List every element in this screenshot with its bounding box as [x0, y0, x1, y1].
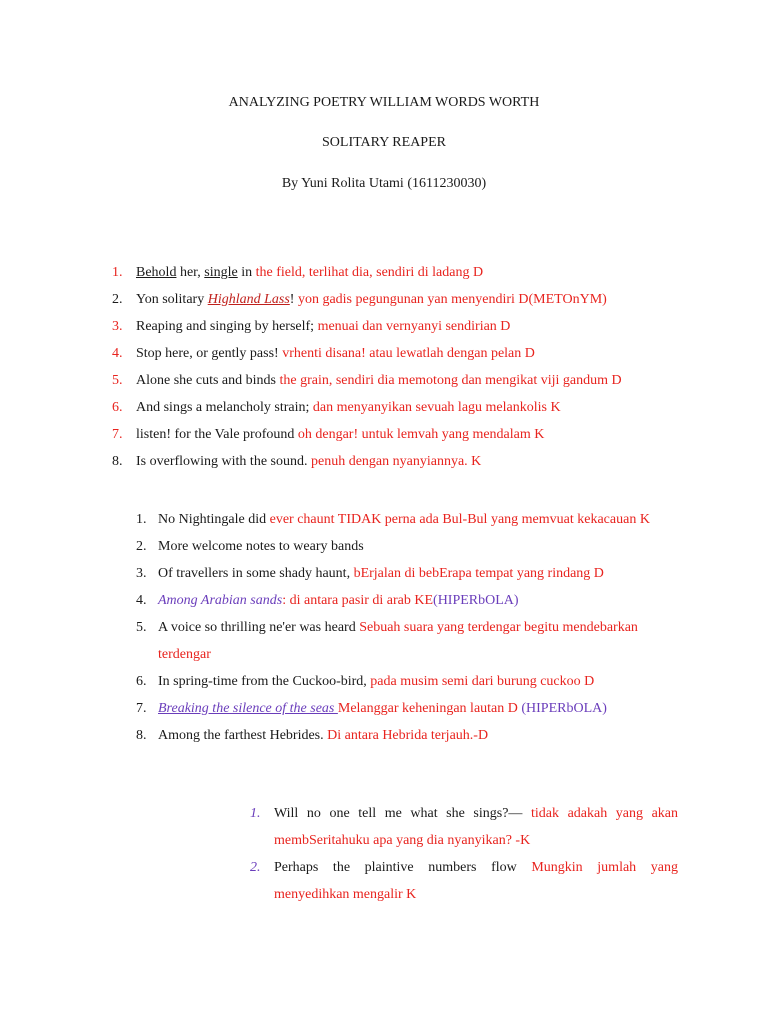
- stanza-2-list: [136, 506, 681, 749]
- figure-label: (HIPERbOLA): [433, 593, 519, 608]
- translation-text: the grain, sendiri dia memotong dan mengikat viji gandum D: [279, 373, 622, 388]
- item-number: 7.: [112, 427, 123, 442]
- translation-text: tidak adakah yang akan membSeritahuku apa yang dia nyanyikan? -K: [274, 806, 678, 848]
- translation-text: menuai dan vernyanyi sendirian D: [317, 319, 511, 334]
- list-item: [112, 372, 732, 399]
- poem-text: A voice so thrilling ne'er was heard: [158, 620, 360, 635]
- list-item: [250, 854, 678, 908]
- author-line: By Yuni Rolita Utami (1611230030): [281, 176, 487, 191]
- translation-text: oh dengar! untuk lemvah yang mendalam K: [297, 427, 545, 442]
- item-number: 3.: [112, 319, 123, 334]
- item-number: 8.: [112, 454, 123, 469]
- list-item: [112, 399, 732, 426]
- translation-text: the field: [255, 265, 302, 280]
- translation-text: Di antara Hebrida terjauh.-D: [327, 728, 489, 743]
- item-number: 6.: [112, 400, 123, 415]
- list-item: [112, 291, 732, 318]
- item-number: 2.: [136, 539, 147, 554]
- translation-text: yon gadis pegungunan yan menyendiri D(METOnYM): [297, 292, 607, 307]
- item-number: 5.: [136, 620, 147, 635]
- list-item: [112, 264, 732, 291]
- list-item: [136, 533, 681, 560]
- poem-word: single: [204, 265, 238, 280]
- poem-text: in: [237, 265, 256, 280]
- translation-text: dan menyanyikan sevuah lagu melankolis K: [312, 400, 561, 415]
- poem-text: Stop here, or gently pass!: [136, 346, 283, 361]
- poem-text: In spring-time from the Cuckoo-bird,: [158, 674, 371, 689]
- translation-text: bErjalan di bebErapa tempat yang rindang D: [353, 566, 604, 581]
- list-item: [136, 668, 681, 695]
- translation-text: : di antara pasir di arab KE: [282, 593, 434, 608]
- list-item: [136, 614, 681, 668]
- item-number: 6.: [136, 674, 147, 689]
- stanza-3-list: [250, 800, 678, 908]
- poem-word: Behold: [136, 265, 177, 280]
- poem-text: Yon solitary: [136, 292, 208, 307]
- poem-text: More welcome notes to weary bands: [158, 539, 364, 554]
- translation-text: , terlihat dia, sendiri di ladang D: [301, 265, 484, 280]
- item-number: 5.: [112, 373, 123, 388]
- list-item: [136, 506, 681, 533]
- translation-text: Sebuah suara yang terdengar begitu mendebarkan terdengar: [158, 620, 638, 662]
- poem-text: listen! for the Vale profound: [136, 427, 298, 442]
- list-item: [250, 800, 678, 854]
- translation-text: penuh dengan nyanyiannya. K: [310, 454, 482, 469]
- list-item: [136, 695, 681, 722]
- item-number: 7.: [136, 701, 147, 716]
- item-number: 1.: [250, 806, 261, 821]
- translation-text: Melanggar keheningan lautan D: [337, 701, 522, 716]
- figure-label: (HIPERbOLA): [521, 701, 607, 716]
- translation-text: vrhenti disana! atau lewatlah dengan pelan D: [282, 346, 535, 361]
- poem-text: her,: [176, 265, 205, 280]
- translation-text: ever chaunt TIDAK perna ada Bul-Bul yang memvuat kekacauan K: [269, 512, 650, 527]
- list-item: [136, 722, 681, 749]
- poem-text: Perhaps the plaintive numbers flow: [274, 860, 532, 875]
- figure-of-speech-phrase: Breaking the silence of the seas: [158, 701, 338, 716]
- item-number: 2.: [112, 292, 123, 307]
- item-number: 8.: [136, 728, 147, 743]
- figure-of-speech-phrase: Among Arabian sands: [158, 593, 283, 608]
- list-item: [112, 318, 732, 345]
- translation-text: Mungkin jumlah yang menyedihkan mengalir K: [274, 860, 678, 902]
- poem-text: Will no one tell me what she sings?—: [274, 806, 531, 821]
- poem-text: !: [289, 292, 298, 307]
- poem-text: Is overflowing with the sound.: [136, 454, 311, 469]
- item-number: 2.: [250, 860, 261, 875]
- poem-text: Reaping and singing by herself;: [136, 319, 318, 334]
- item-number: 4.: [112, 346, 123, 361]
- translation-text: pada musim semi dari burung cuckoo D: [370, 674, 595, 689]
- poem-text: No Nightingale did: [158, 512, 270, 527]
- item-number: 1.: [112, 265, 123, 280]
- poem-text: Among the farthest Hebrides.: [158, 728, 328, 743]
- stanza-1-list: [112, 264, 732, 480]
- list-item: [136, 560, 681, 587]
- poem-text: And sings a melancholy strain;: [136, 400, 313, 415]
- item-number: 3.: [136, 566, 147, 581]
- list-item: [112, 426, 732, 453]
- list-item: [112, 453, 732, 480]
- poem-text: Alone she cuts and binds: [136, 373, 280, 388]
- document-title: ANALYZING POETRY WILLIAM WORDS WORTH: [228, 95, 540, 110]
- item-number: 1.: [136, 512, 147, 527]
- figure-of-speech-phrase: Highland Lass: [207, 292, 290, 307]
- poem-title: SOLITARY REAPER: [322, 135, 446, 150]
- poem-text: Of travellers in some shady haunt,: [158, 566, 354, 581]
- item-number: 4.: [136, 593, 147, 608]
- list-item: [136, 587, 681, 614]
- list-item: [112, 345, 732, 372]
